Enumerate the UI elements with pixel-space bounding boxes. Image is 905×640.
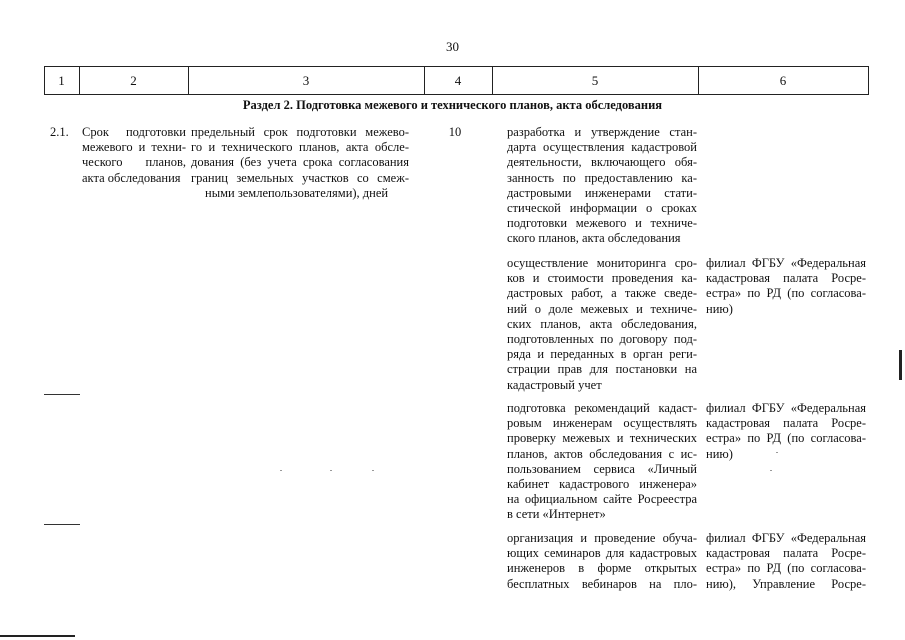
text-line: планов, актов обследования с ис- <box>507 446 697 461</box>
text-line: в сети «Интернет» <box>507 507 606 522</box>
text-line: ков и стоимости проведения ка- <box>507 271 697 286</box>
text-line: подготовки межевого и техниче- <box>507 216 697 231</box>
scan-edge-mark <box>899 350 902 380</box>
measure-responsible <box>706 531 866 592</box>
text-line: нию) <box>706 446 733 461</box>
row-number: 2.1. <box>50 125 69 139</box>
page-number: 30 <box>446 39 459 54</box>
text-line: естра» по РД (по согласова- <box>706 286 866 301</box>
text-line: стической информации о сроках <box>507 201 697 216</box>
text-line: организация и проведение обуча- <box>507 531 697 545</box>
text-line: филиал ФГБУ «Федеральная <box>706 401 866 415</box>
measure-action <box>507 256 697 393</box>
table-header-row <box>44 66 869 95</box>
text-line: нию) <box>706 301 733 316</box>
text-line: ского планов, акта обследования <box>507 231 681 246</box>
measure-action <box>507 401 697 523</box>
bottom-rule <box>0 635 75 637</box>
text-line: бесплатных вебинаров на пло- <box>507 576 697 591</box>
text-line: кадастровая палата Росре- <box>706 416 866 431</box>
text-line: дования (без учета срока согласования <box>191 155 409 170</box>
text-line: акта обследования <box>82 170 181 185</box>
text-line: подготовленных по договору под- <box>507 332 697 347</box>
text-line: дарта осуществления кадастровой <box>507 140 697 155</box>
scan-speck <box>770 470 772 471</box>
text-line: дастровых работ, а также сведе- <box>507 286 697 301</box>
definition-cell <box>191 125 409 201</box>
column-header: 4 <box>454 73 462 88</box>
text-line: ровым инженерам осуществлять <box>507 416 697 431</box>
text-line: пользованием сервиса «Личный <box>507 461 697 476</box>
value-cell: 10 <box>448 125 462 139</box>
measure-action <box>507 125 697 247</box>
text-line: Срок подготовки <box>82 125 186 139</box>
text-line: кадастровый учет <box>507 377 602 392</box>
table-border-line <box>868 67 869 94</box>
text-line: кадастровая палата Росре- <box>706 271 866 286</box>
text-line: ских планов, акта обследования, <box>507 316 697 331</box>
column-header: 1 <box>58 73 65 88</box>
scan-speck <box>372 470 374 471</box>
text-line: ряда и переданных в орган реги- <box>507 347 697 362</box>
text-line: кадастровая палата Росре- <box>706 546 866 561</box>
text-line: межевого и техни- <box>82 140 186 155</box>
text-line: кабинет кадастрового инженера» <box>507 477 697 492</box>
text-line: страции прав для постановки на <box>507 362 697 377</box>
text-line: подготовка рекомендаций кадаст- <box>507 401 697 415</box>
column-header: 6 <box>779 73 787 88</box>
column-header: 5 <box>591 73 599 88</box>
text-line: занность по предоставлению ка- <box>507 170 697 185</box>
footnote-separator <box>44 524 80 525</box>
text-line: естра» по РД (по согласова- <box>706 431 866 446</box>
measure-responsible <box>706 256 866 317</box>
scan-speck <box>330 470 332 471</box>
text-line: разработка и утверждение стан- <box>507 125 697 139</box>
text-line: нию), Управление Росре- <box>706 576 866 591</box>
section-title: Раздел 2. Подготовка межевого и технического планов, акта обследования <box>242 98 663 112</box>
text-line: ными землепользователями), дней <box>205 185 389 200</box>
text-line: границ земельных участков со смеж- <box>191 170 409 185</box>
scan-speck <box>280 470 282 471</box>
text-line: го и технического планов, акта обсле- <box>191 140 409 155</box>
text-line: ющих семинаров для кадастровых <box>507 546 697 561</box>
text-line: проверку межевых и технических <box>507 431 697 446</box>
measure-responsible <box>706 401 866 462</box>
scan-speck <box>776 452 778 453</box>
footnote-separator <box>44 394 80 395</box>
text-line: деятельности, включающего обя- <box>507 155 697 170</box>
text-line: на официальном сайте Росреестра <box>507 492 697 507</box>
text-line: инженеров в форме открытых <box>507 561 697 576</box>
text-line: ний о доле межевых и техниче- <box>507 301 697 316</box>
measure-action <box>507 531 697 592</box>
text-line: дастровыми инженерами стати- <box>507 185 697 200</box>
text-line: филиал ФГБУ «Федеральная <box>706 256 866 270</box>
text-line: ческого планов, <box>82 155 186 170</box>
text-line: филиал ФГБУ «Федеральная <box>706 531 866 545</box>
text-line: предельный срок подготовки межево- <box>191 125 409 139</box>
text-line: естра» по РД (по согласова- <box>706 561 866 576</box>
text-line: осуществление мониторинга сро- <box>507 256 697 270</box>
indicator-cell <box>82 125 186 186</box>
column-header: 3 <box>302 73 310 88</box>
column-header: 2 <box>130 73 137 88</box>
